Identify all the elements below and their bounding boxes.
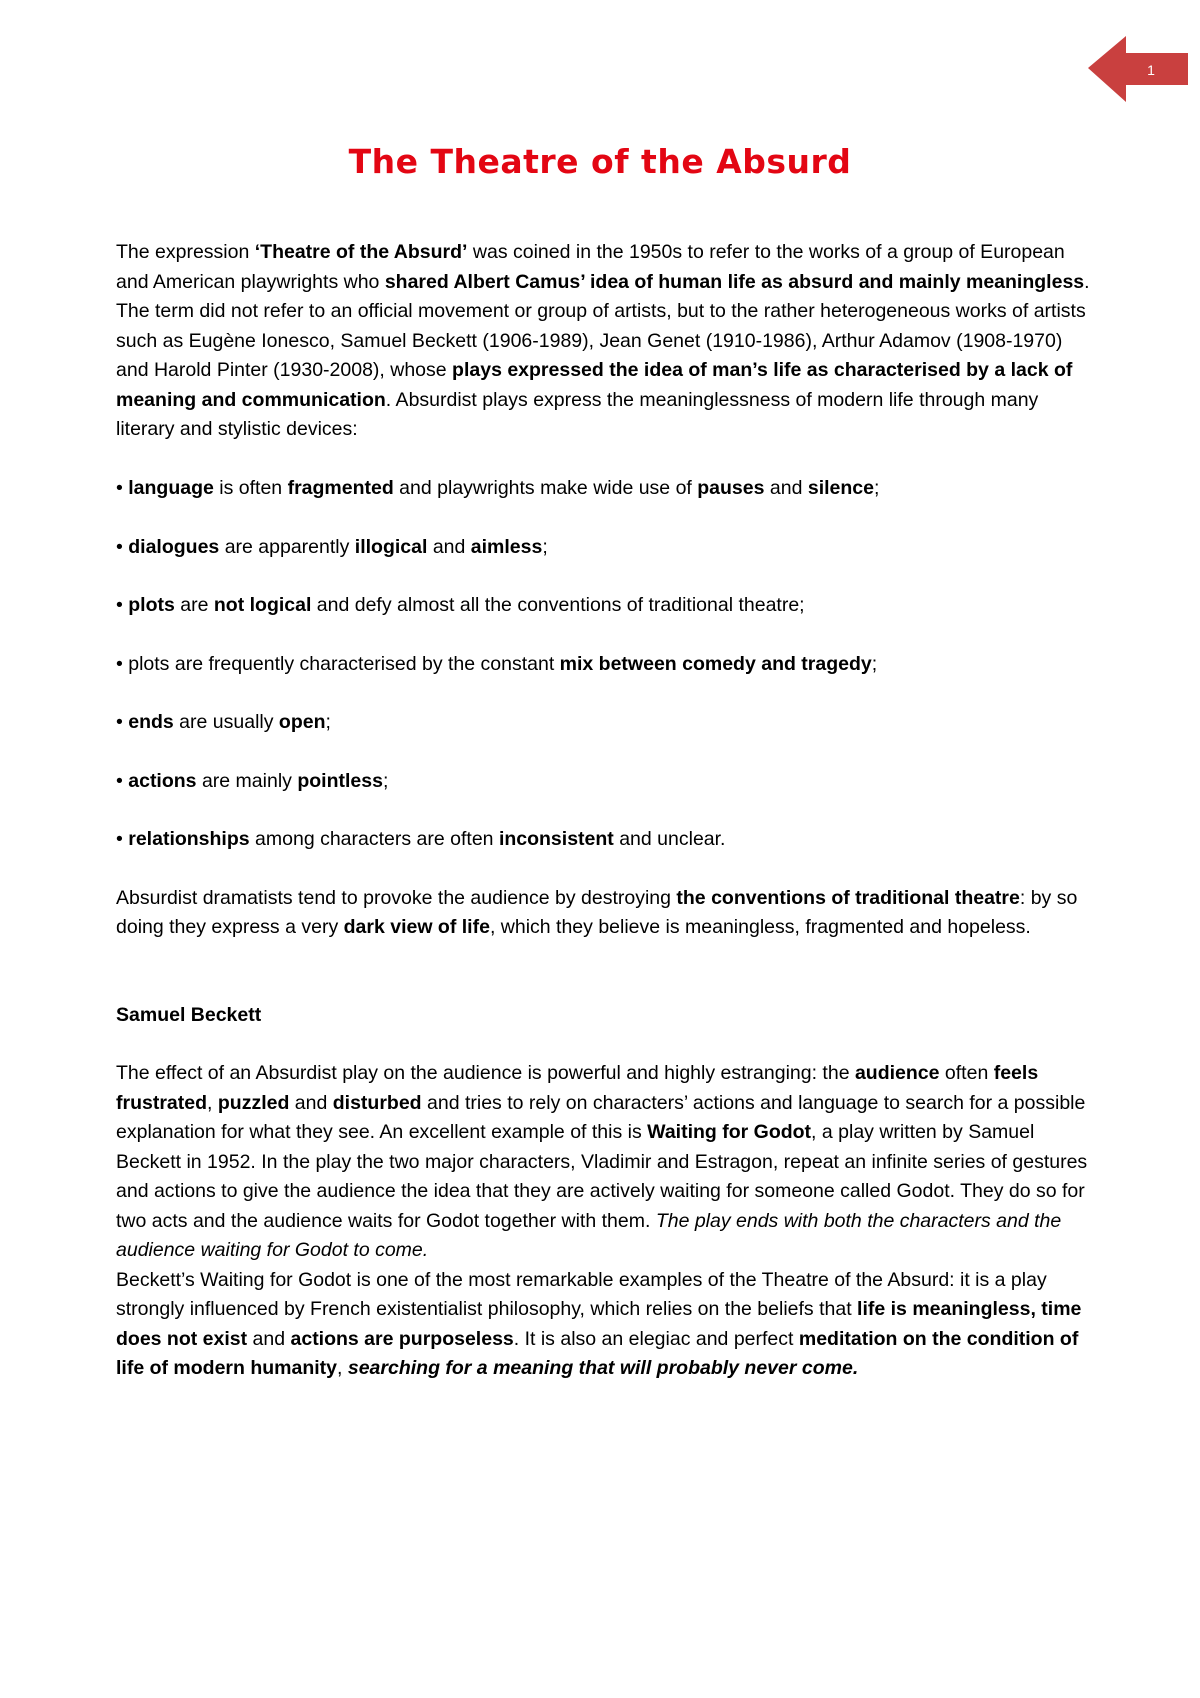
- bold-text: life is meaningless, time does not exist: [116, 1298, 1082, 1350]
- document-body: [116, 238, 1092, 1384]
- bold-text: not logical: [213, 594, 312, 616]
- bold-text: Waiting for Godot: [647, 1121, 812, 1143]
- conclusion-paragraph: [116, 884, 1092, 943]
- text-run: . Absurdist plays express the meaninglessness of modern life through many literary and stylistic devices:: [116, 388, 1039, 440]
- bold-text: ends: [128, 711, 174, 733]
- bold-text: dark view of life: [343, 916, 490, 938]
- text-run: The effect of an Absurdist play on the audience is powerful and highly estranging: the: [116, 1062, 855, 1084]
- text-run: , a play written by Samuel Beckett in 1952. In the play the two major characters, Vladimir and Estragon, repeat an infinite series of gestures and actions to give the audience the idea that they are actively waiting for someone called Godot. They do so for two acts and the audience waits for Godot together with them.: [116, 1121, 1088, 1232]
- bold-text: actions are purposeless: [290, 1327, 514, 1350]
- section-heading-text: Samuel Beckett: [116, 1003, 262, 1026]
- text-run: , which they believe is meaningless, fragmented and hopeless.: [489, 916, 1031, 938]
- text-run: are: [174, 594, 214, 616]
- bold-text: actions: [128, 769, 197, 792]
- text-run: are usually: [173, 711, 279, 733]
- list-item: [116, 650, 1092, 680]
- beckett-paragraph-2: [116, 1266, 1092, 1384]
- text-run: and unclear.: [613, 828, 726, 850]
- text-run: ;: [873, 477, 880, 499]
- bold-text: aimless: [470, 535, 543, 558]
- text-run: •: [116, 535, 129, 558]
- text-run: is often: [213, 477, 288, 499]
- bold-text: pauses: [697, 477, 765, 499]
- document-title: The Theatre of the Absurd: [348, 142, 852, 181]
- text-run: •: [116, 711, 129, 733]
- beckett-paragraph-1: [116, 1059, 1092, 1266]
- text-run: ,: [337, 1357, 348, 1379]
- page-arrow-badge: [1088, 36, 1188, 108]
- bold-text: mix between comedy and tragedy: [559, 652, 872, 675]
- text-run: and: [247, 1327, 291, 1350]
- bold-text: shared Albert Camus’ idea of human life as absurd and mainly meaningless: [384, 270, 1085, 293]
- text-run: •: [116, 769, 129, 792]
- text-run: and playwrights make wide use of: [393, 477, 698, 499]
- intro-paragraph: [116, 238, 1092, 445]
- italic-text: The play ends with both the characters and the audience waiting for Godot to come.: [116, 1209, 1062, 1261]
- text-run: • plots are frequently characterised by the constant: [116, 652, 560, 675]
- text-run: ,: [207, 1091, 218, 1114]
- text-run: among characters are often: [249, 828, 499, 850]
- text-run: are mainly: [196, 769, 298, 792]
- text-run: •: [116, 828, 129, 850]
- text-run: and: [764, 477, 808, 499]
- text-run: ;: [325, 711, 331, 733]
- text-run: and: [427, 535, 471, 558]
- text-run: was coined in the 1950s to refer to the works of a group of European and American playwrights who: [116, 241, 1065, 293]
- bold-text: open: [278, 711, 326, 733]
- bold-text: feels frustrated: [116, 1062, 1039, 1114]
- text-run: Absurdist dramatists tend to provoke the audience by destroying: [116, 886, 677, 909]
- text-run: . The term did not refer to an official movement or group of artists, but to the rather heterogeneous works of artists such as Eugène Ionesco, Samuel Beckett (1906-1989), Jean Genet (1910-1986), Arthur Adamov (1908-1970) and Harold Pinter (1930-2008), whose: [116, 270, 1090, 381]
- bold-text: relationships: [128, 828, 250, 850]
- device-list: [116, 474, 1092, 855]
- text-run: and: [289, 1091, 333, 1114]
- list-item: [116, 767, 1092, 797]
- text-run: ;: [542, 535, 548, 558]
- page-number: 1: [1147, 62, 1155, 78]
- text-run: ;: [871, 652, 878, 675]
- bold-text: language: [128, 477, 214, 499]
- text-run: ;: [382, 769, 389, 792]
- list-item: [116, 474, 1092, 504]
- bold-text: disturbed: [332, 1091, 422, 1114]
- bold-text: illogical: [354, 535, 428, 558]
- list-item: [116, 591, 1092, 621]
- text-run: often: [939, 1062, 994, 1084]
- bold-text: ‘Theatre of the Absurd’: [254, 241, 468, 263]
- text-run: . It is also an elegiac and perfect: [513, 1327, 799, 1350]
- bold-text: searching for a meaning that will probably never come.: [347, 1357, 859, 1379]
- bold-text: fragmented: [287, 477, 394, 499]
- text-run: and tries to rely on characters’ actions and language to search for a possible explanation for what they see. An excellent example of this is: [116, 1091, 1086, 1143]
- text-run: are apparently: [219, 535, 355, 558]
- text-run: Beckett’s Waiting for Godot is one of the most remarkable examples of the Theatre of the Absurd: it is a play strongly influenced by French existentialist philosophy, which relies on the beliefs that: [116, 1268, 1047, 1320]
- bold-text: dialogues: [128, 535, 220, 558]
- bold-text: audience: [854, 1062, 940, 1084]
- list-item: [116, 533, 1092, 563]
- text-run: •: [116, 594, 129, 616]
- bold-text: inconsistent: [498, 828, 614, 850]
- text-run: •: [116, 477, 129, 499]
- text-run: and defy almost all the conventions of traditional theatre;: [311, 594, 805, 616]
- text-run: : by so doing they express a very: [116, 886, 1078, 938]
- bold-text: the conventions of traditional theatre: [676, 886, 1020, 909]
- bold-text: puzzled: [217, 1091, 290, 1114]
- list-item: [116, 708, 1092, 738]
- bold-text: meditation on the condition of life of modern humanity: [116, 1327, 1079, 1379]
- bold-text: plots: [128, 594, 175, 616]
- list-item: [116, 825, 1092, 855]
- bold-text: plays expressed the idea of man’s life as characterised by a lack of meaning and communication: [116, 359, 1073, 411]
- bold-text: pointless: [297, 769, 383, 792]
- bold-text: silence: [807, 477, 874, 499]
- text-run: The expression: [116, 241, 255, 263]
- section-heading: [116, 1001, 1092, 1031]
